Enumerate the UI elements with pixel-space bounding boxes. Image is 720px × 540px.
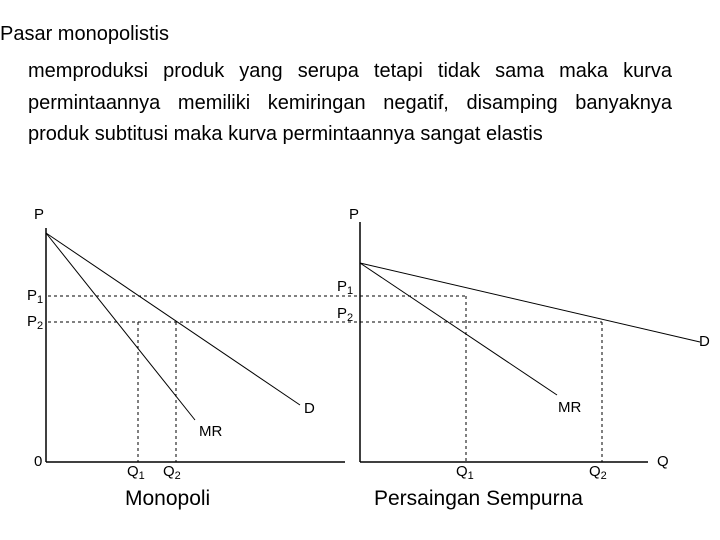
- right-caption: Persaingan Sempurna: [374, 487, 583, 510]
- right-q2-label: $Q_2$: [589, 463, 607, 482]
- left-mr-label: MR: [199, 423, 223, 440]
- left-q2-label: $Q_2$: [163, 463, 181, 482]
- left-graph: [46, 228, 345, 462]
- left-caption: Monopoli: [125, 487, 211, 510]
- right-p1-label: $P_1$: [337, 278, 354, 297]
- left-p1-label: $P_1$: [27, 287, 44, 306]
- right-mr-curve: [360, 263, 557, 395]
- right-demand-curve: [360, 263, 700, 342]
- right-q1-label: $Q_1$: [456, 463, 474, 482]
- left-p-axis-label: P: [34, 206, 45, 223]
- left-origin-label: 0: [34, 453, 43, 470]
- left-q1-label: $Q_1$: [127, 463, 145, 482]
- right-q-axis-label: Q: [657, 453, 669, 470]
- left-demand-label: D: [304, 400, 315, 417]
- heading: Pasar monopolistis: [0, 23, 169, 45]
- right-demand-label: D: [699, 333, 710, 350]
- right-p-axis-label: P: [349, 206, 360, 223]
- description-paragraph: memproduksi produk yang serupa tetapi tidak sama maka kurva permintaannya memiliki kemiringan negatif, disamping banyaknya produk subtitusi maka kurva permintaannya sangat elastis: [28, 60, 672, 145]
- right-graph: [48, 222, 700, 462]
- left-mr-curve: [46, 233, 195, 420]
- left-p2-label: $P_2$: [27, 313, 44, 332]
- right-mr-label: MR: [558, 399, 582, 416]
- left-demand-curve: [46, 233, 300, 405]
- right-p2-label: $P_2$: [337, 305, 354, 324]
